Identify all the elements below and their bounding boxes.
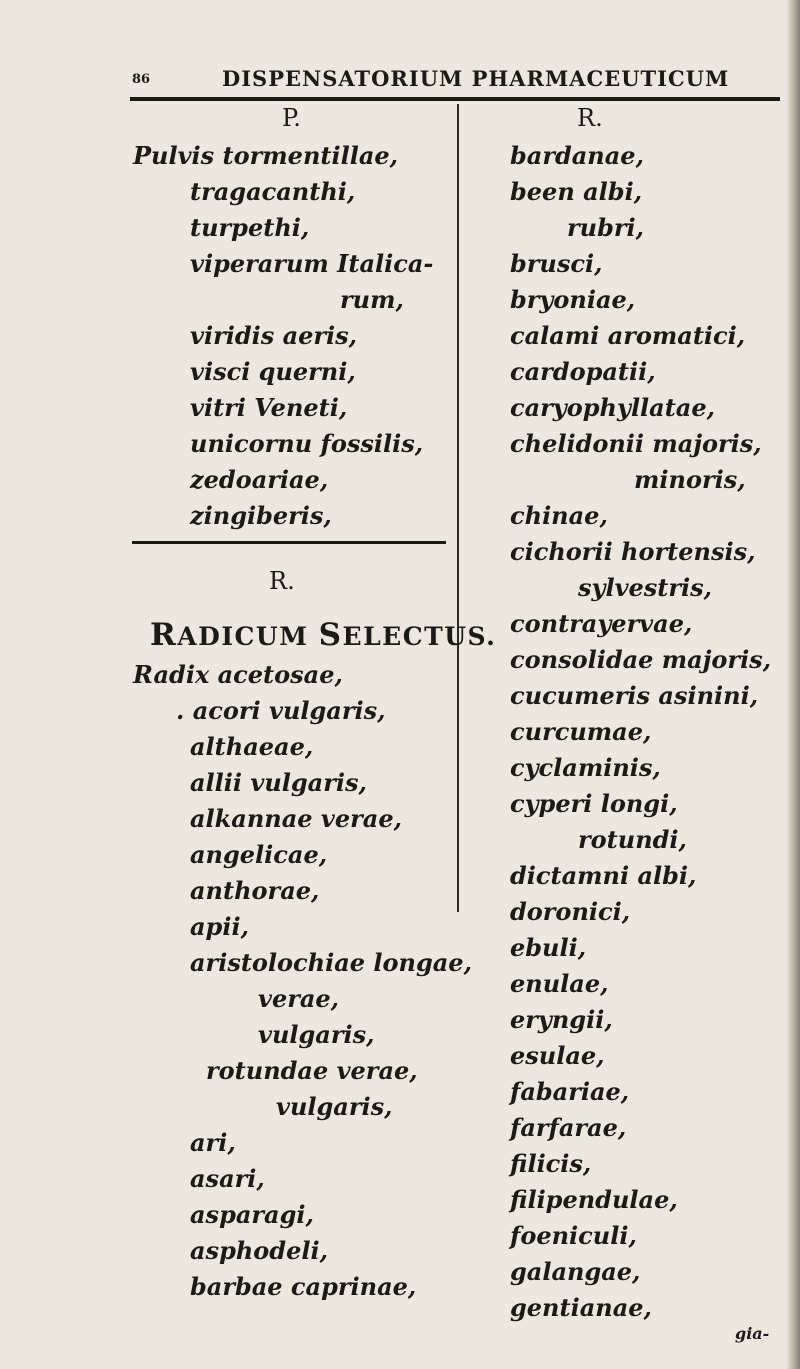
list-item: been albi, [510,177,643,206]
list-item: angelicae, [190,840,328,869]
section-title-initial: R [150,617,178,653]
list-item: curcumae, [510,717,652,746]
list-item: gentianae, [510,1293,652,1322]
list-item: caryophyllatae, [510,393,715,422]
list-item: alkannae verae, [190,804,402,833]
right-column-letter: R. [577,104,603,132]
list-item: cucumeris asinini, [510,681,759,710]
list-item: viridis aeris, [190,321,358,350]
list-item: unicornu fossilis, [190,429,424,458]
header-rule [130,97,780,101]
section-title-word: ELECTUS. [342,622,497,651]
list-item: esulae, [510,1041,605,1070]
list-item: contrayervae, [510,609,693,638]
list-item: rotundae verae, [206,1056,418,1085]
list-item: farfarae, [510,1113,627,1142]
list-item: eryngii, [510,1005,613,1034]
list-item: verae, [258,984,340,1013]
list-item: fabariae, [510,1077,630,1106]
list-item: cyperi longi, [510,789,678,818]
list-item: filipendulae, [510,1185,678,1214]
section-title-word: ADICUM [177,622,319,651]
list-item: tragacanthi, [190,177,356,206]
list-item: ebuli, [510,933,587,962]
list-item: zingiberis, [190,501,332,530]
left-column-letter: P. [282,104,301,132]
list-item: ari, [190,1128,236,1157]
list-item: turpethi, [190,213,310,242]
list-item: cardopatii, [510,357,656,386]
list-item: dictamni albi, [510,861,697,890]
list-item: brusci, [510,249,603,278]
list-item: anthorae, [190,876,320,905]
list-item: calami aromatici, [510,321,746,350]
section-title [150,617,496,653]
list-item: Radix acetosae, [133,660,343,689]
list-item: barbae caprinae, [190,1272,417,1301]
page-edge-shadow [786,0,800,1369]
list-item: . acori vulgaris, [176,696,386,725]
list-item: asphodeli, [190,1236,328,1265]
list-item: chelidonii majoris, [510,429,762,458]
list-item: Pulvis tormentillae, [133,141,399,170]
list-item: galangae, [510,1257,641,1286]
running-title: DISPENSATORIUM PHARMACEUTICUM [222,66,730,91]
section-letter: R. [269,567,295,595]
catchword: gia- [735,1324,770,1343]
list-item: asparagi, [190,1200,314,1229]
list-item: aristolochiae longae, [190,948,472,977]
list-item: bryoniae, [510,285,636,314]
list-item: rum, [340,285,404,314]
list-item: viperarum Italica- [190,249,434,278]
list-item: cyclaminis, [510,753,661,782]
list-item: chinae, [510,501,608,530]
list-item: consolidae majoris, [510,645,772,674]
list-item: althaeae, [190,732,314,761]
list-item: zedoariae, [190,465,329,494]
list-item: vulgaris, [258,1020,375,1049]
list-item: cichorii hortensis, [510,537,756,566]
list-item: apii, [190,912,249,941]
page-number: 86 [132,72,151,87]
list-item: allii vulgaris, [190,768,367,797]
list-item: vitri Veneti, [190,393,348,422]
list-item: bardanae, [510,141,644,170]
list-item: filicis, [510,1149,592,1178]
list-item: sylvestris, [578,573,713,602]
list-item: enulae, [510,969,609,998]
list-item: foeniculi, [510,1221,637,1250]
section-rule [132,541,446,544]
list-item: rubri, [567,213,644,242]
list-item: vulgaris, [276,1092,393,1121]
list-item: visci querni, [190,357,356,386]
list-item: rotundi, [578,825,687,854]
section-title-initial: S [318,617,343,653]
list-item: doronici, [510,897,631,926]
list-item: asari, [190,1164,265,1193]
column-divider [457,104,459,912]
list-item: minoris, [634,465,746,494]
